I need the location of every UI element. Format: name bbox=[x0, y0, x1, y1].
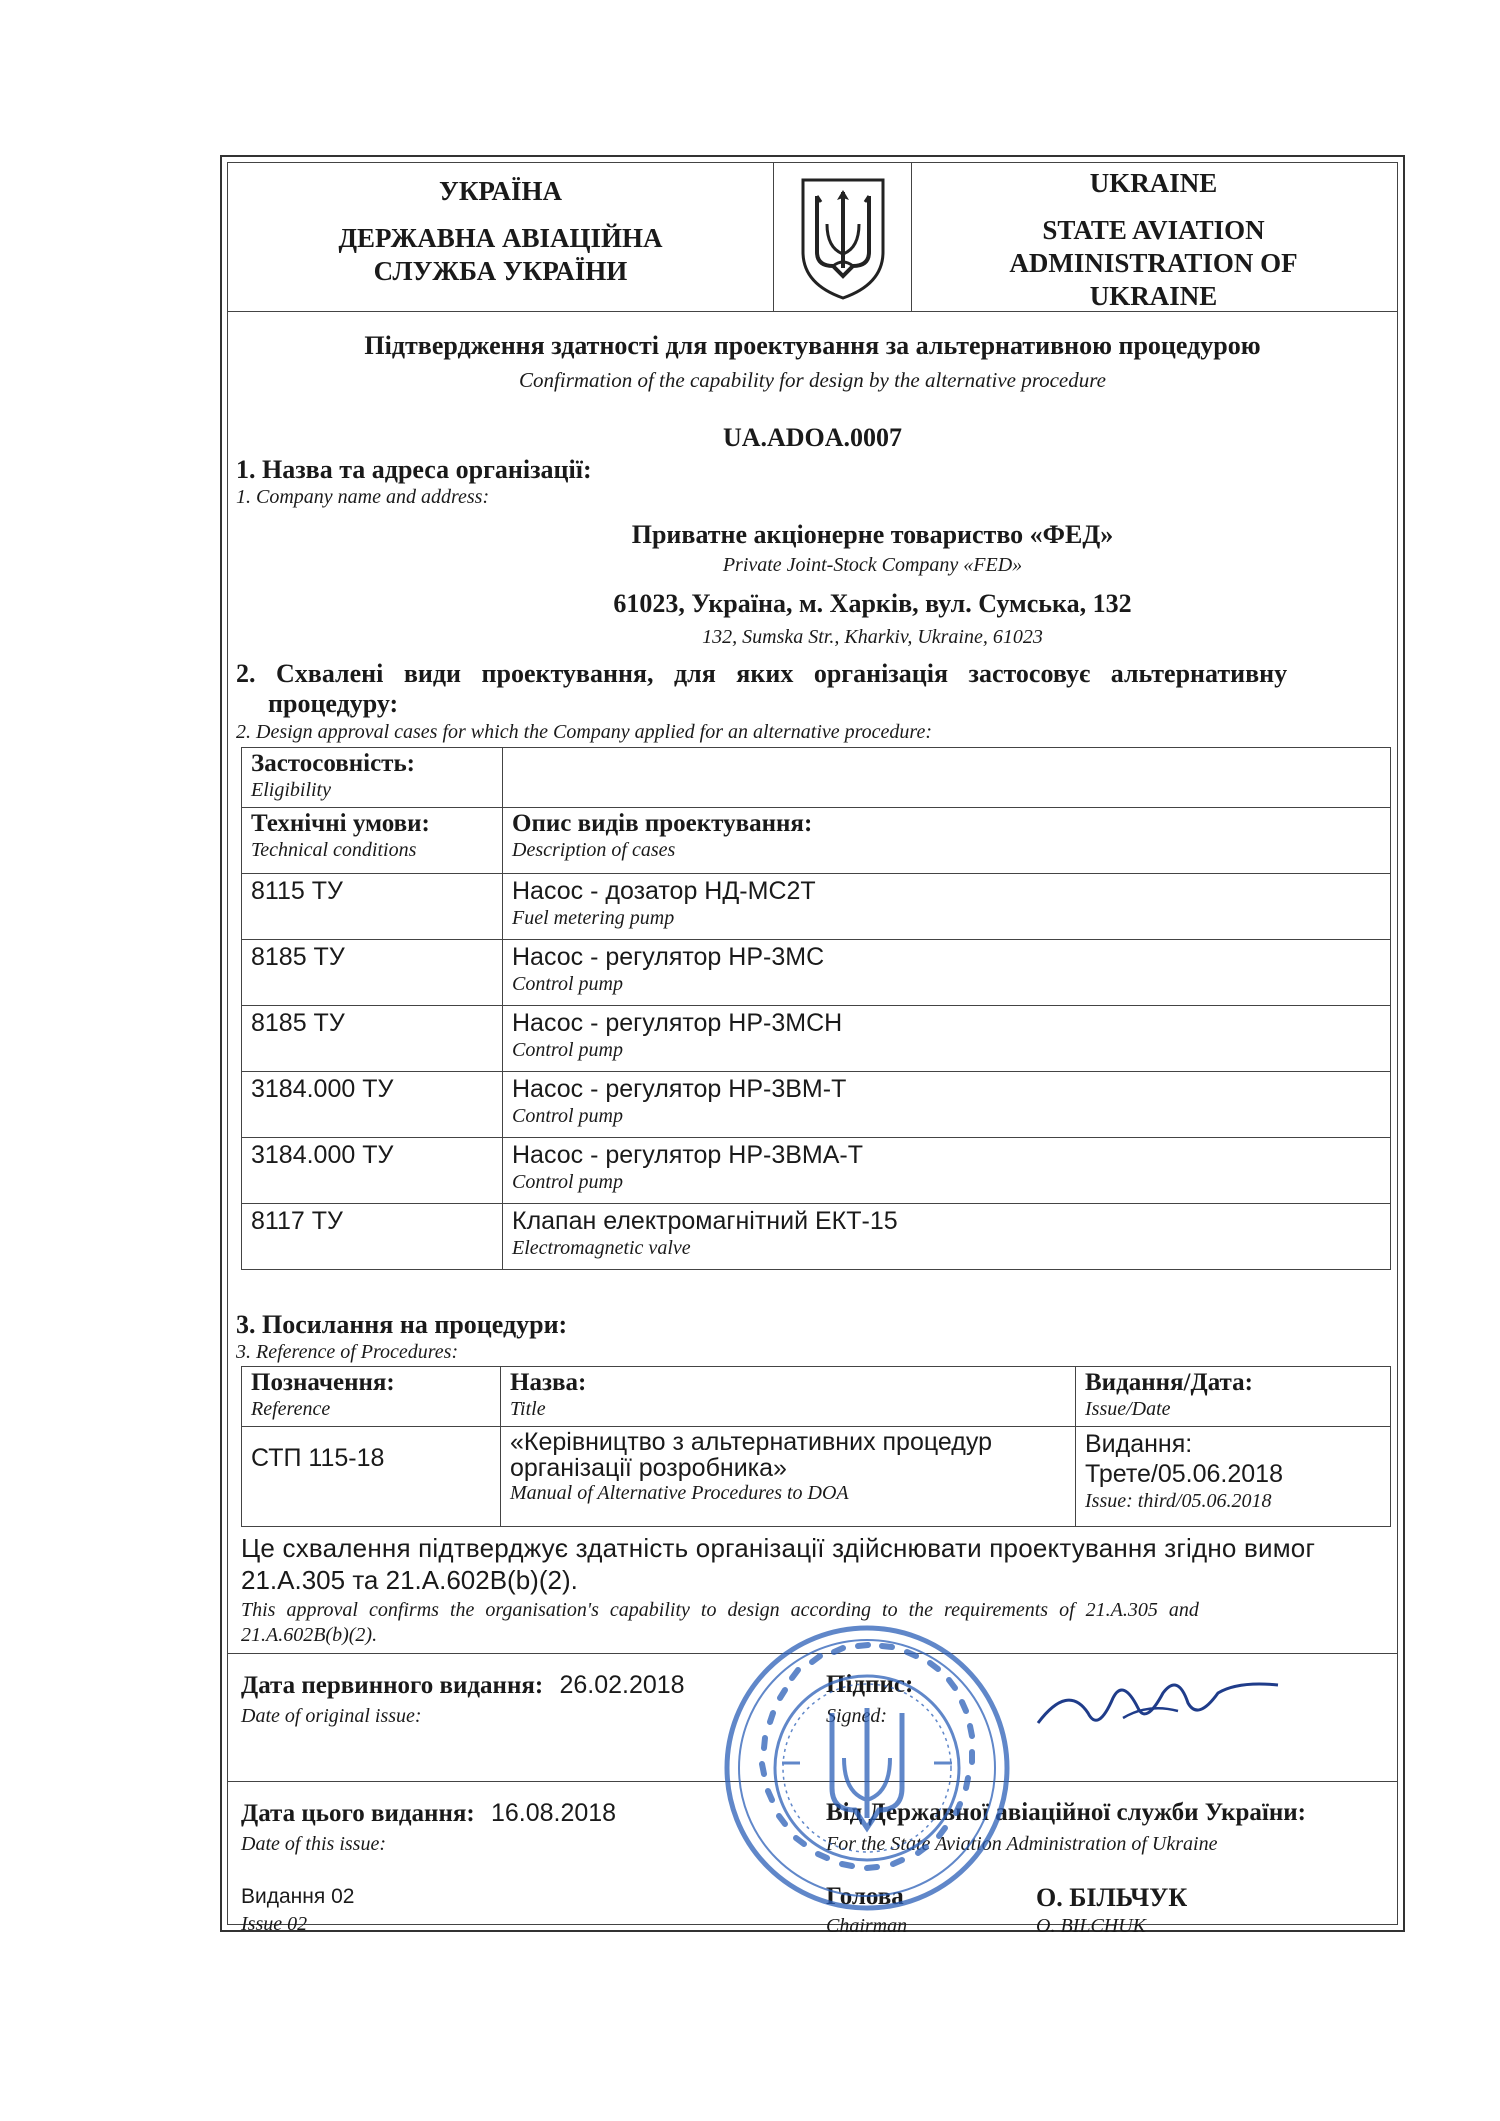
tech-conditions-cell: 8117 ТУ bbox=[242, 1204, 503, 1270]
case-description-ua: Насос - регулятор НР-3МС bbox=[512, 943, 825, 971]
procedure-title-ua-line2: організації розробника» bbox=[510, 1454, 787, 1482]
original-issue-label-ua: Дата первинного видання: bbox=[241, 1672, 544, 1699]
case-description-cell bbox=[503, 940, 1391, 1006]
table-row bbox=[242, 1138, 1391, 1204]
header-ukrainian bbox=[228, 163, 773, 311]
tech-conditions-header-en: Technical conditions bbox=[251, 839, 417, 861]
chairman-label-ua: Голова bbox=[826, 1883, 904, 1910]
eligibility-row bbox=[242, 748, 1391, 808]
procedures-header-row bbox=[242, 1367, 1391, 1427]
header-agency-ua-line2: СЛУЖБА УКРАЇНИ bbox=[373, 256, 628, 286]
issue-date-ua-line2: Трете/05.06.2018 bbox=[1085, 1460, 1283, 1488]
issue-date-en: Issue: third/05.06.2018 bbox=[1085, 1490, 1272, 1512]
reference-cell: СТП 115-18 bbox=[242, 1427, 501, 1527]
section3-heading-ua: 3. Посилання на процедури: bbox=[236, 1310, 568, 1339]
table-row bbox=[242, 1072, 1391, 1138]
tech-conditions-cell: 8185 ТУ bbox=[242, 1006, 503, 1072]
section2-heading-ua-line1: 2. Схвалені види проектування, для яких організація застосовує альтернативну bbox=[236, 659, 1288, 688]
cases-description-header bbox=[503, 808, 1391, 874]
section3-heading-en: 3. Reference of Procedures: bbox=[236, 1341, 459, 1363]
document-title-ua: Підтвердження здатності для проектування за альтернативною процедурою bbox=[364, 331, 1261, 360]
tech-conditions-cell: 3184.000 ТУ bbox=[242, 1138, 503, 1204]
emblem-box bbox=[773, 163, 912, 311]
certificate-number: UA.ADOA.0007 bbox=[722, 423, 903, 452]
eligibility-label-ua: Застосовність: bbox=[251, 750, 415, 777]
case-description-en: Control pump bbox=[512, 1171, 623, 1193]
case-description-ua: Насос - регулятор НР-3МСН bbox=[512, 1009, 843, 1037]
cases-description-header-ua: Опис видів проектування: bbox=[512, 810, 813, 837]
case-description-cell bbox=[503, 1138, 1391, 1204]
signed-label-ua: Підпис: bbox=[826, 1671, 914, 1698]
case-description-cell bbox=[503, 1072, 1391, 1138]
original-issue-label-en: Date of original issue: bbox=[241, 1705, 422, 1727]
issue-date-header-ua: Видання/Дата: bbox=[1085, 1369, 1253, 1396]
procedure-title-ua-line1: «Керівництво з альтернативних процедур bbox=[510, 1428, 992, 1456]
company-address-en: 132, Sumska Str., Kharkiv, Ukraine, 61023 bbox=[702, 626, 1043, 648]
case-description-en: Electromagnetic valve bbox=[512, 1237, 691, 1259]
table-row bbox=[242, 874, 1391, 940]
reference-header bbox=[242, 1367, 501, 1427]
case-description-cell bbox=[503, 1006, 1391, 1072]
design-cases-table bbox=[241, 747, 1391, 1270]
document-title-en: Confirmation of the capability for design by the alternative procedure bbox=[519, 368, 1106, 392]
table-row bbox=[242, 940, 1391, 1006]
header-agency-ua-line1: ДЕРЖАВНА АВІАЦІЙНА bbox=[338, 223, 663, 253]
section2-heading-en: 2. Design approval cases for which the Company applied for an alternative procedure: bbox=[236, 721, 933, 743]
header-agency-en-line3: UKRAINE bbox=[1089, 281, 1218, 311]
case-description-en: Control pump bbox=[512, 973, 623, 995]
reference-header-ua: Позначення: bbox=[251, 1369, 395, 1396]
this-issue-row bbox=[241, 1799, 616, 1828]
eligibility-label-en: Eligibility bbox=[251, 779, 331, 801]
table-row bbox=[242, 1006, 1391, 1072]
case-description-cell bbox=[503, 1204, 1391, 1270]
for-authority-ua: Від Державної авіаційної служби України: bbox=[826, 1799, 1306, 1826]
tech-conditions-cell: 8185 ТУ bbox=[242, 940, 503, 1006]
original-issue-row bbox=[241, 1671, 685, 1700]
title-header-en: Title bbox=[510, 1398, 546, 1420]
header-country-en: UKRAINE bbox=[1089, 168, 1218, 198]
this-issue-date: 16.08.2018 bbox=[490, 1799, 617, 1827]
signed-label-en: Signed: bbox=[826, 1705, 888, 1727]
header-agency-en-line1: STATE AVIATION bbox=[1042, 215, 1265, 245]
case-description-cell bbox=[503, 874, 1391, 940]
edition-en: Issue 02 bbox=[241, 1913, 308, 1935]
case-description-en: Control pump bbox=[512, 1039, 623, 1061]
tech-conditions-header bbox=[242, 808, 503, 874]
header-agency-en-line2: ADMINISTRATION OF bbox=[1009, 248, 1298, 278]
reference-header-en: Reference bbox=[251, 1398, 331, 1420]
case-description-ua: Насос - регулятор НР-3ВМА-Т bbox=[512, 1141, 864, 1169]
issue-date-cell bbox=[1076, 1427, 1391, 1527]
tech-conditions-header-ua: Технічні умови: bbox=[251, 810, 430, 837]
case-description-ua: Насос - дозатор НД-МС2Т bbox=[512, 877, 816, 905]
section1-heading-en: 1. Company name and address: bbox=[236, 486, 490, 508]
issue-date-header bbox=[1076, 1367, 1391, 1427]
header-english bbox=[910, 163, 1397, 311]
issue-date-header-en: Issue/Date bbox=[1085, 1398, 1171, 1420]
this-issue-label-ua: Дата цього видання: bbox=[241, 1800, 475, 1827]
signature-icon bbox=[1028, 1663, 1288, 1743]
header-country-ua: УКРАЇНА bbox=[439, 176, 562, 206]
table-row bbox=[242, 1427, 1391, 1527]
signatory-name-en: O. BILCHUK bbox=[1036, 1915, 1147, 1937]
table-row bbox=[242, 1204, 1391, 1270]
section1-heading-ua: 1. Назва та адреса організації: bbox=[236, 455, 592, 484]
cases-header-row bbox=[242, 808, 1391, 874]
title-header bbox=[501, 1367, 1076, 1427]
official-round-seal-icon bbox=[712, 1618, 1022, 1918]
procedures-table bbox=[241, 1366, 1391, 1527]
original-issue-date: 26.02.2018 bbox=[559, 1671, 685, 1699]
approval-statement-en-line2: 21.A.602B(b)(2). bbox=[241, 1624, 378, 1646]
trident-coat-of-arms-icon bbox=[793, 172, 893, 302]
company-name-en: Private Joint-Stock Company «FED» bbox=[722, 554, 1023, 576]
eligibility-label-cell bbox=[242, 748, 503, 808]
title-header-ua: Назва: bbox=[510, 1369, 587, 1396]
approval-statement-en-line1: This approval confirms the organisation's capability to design according to the requirements of 21.A.305 and bbox=[241, 1599, 1199, 1621]
procedure-title-en: Manual of Alternative Procedures to DOA bbox=[510, 1482, 849, 1504]
section2-heading-ua-line2: процедуру: bbox=[268, 689, 399, 718]
tech-conditions-cell: 3184.000 ТУ bbox=[242, 1072, 503, 1138]
cases-description-header-en: Description of cases bbox=[512, 839, 676, 861]
for-authority-en: For the State Aviation Administration of Ukraine bbox=[826, 1833, 1218, 1855]
company-address-ua: 61023, Україна, м. Харків, вул. Сумська, 132 bbox=[613, 589, 1132, 618]
issue-date-ua-line1: Видання: bbox=[1085, 1430, 1193, 1458]
case-description-ua: Клапан електромагнітний ЕКТ-15 bbox=[512, 1207, 898, 1235]
this-issue-label-en: Date of this issue: bbox=[241, 1833, 386, 1855]
company-name-ua: Приватне акціонерне товариство «ФЕД» bbox=[631, 520, 1114, 549]
case-description-en: Fuel metering pump bbox=[512, 907, 675, 929]
eligibility-value-cell bbox=[503, 748, 1391, 808]
edition-ua: Видання 02 bbox=[241, 1885, 355, 1908]
signatory-name-ua: О. БІЛЬЧУК bbox=[1036, 1883, 1188, 1912]
approval-statement-ua-line2: 21.А.305 та 21.А.602В(b)(2). bbox=[241, 1565, 578, 1595]
approval-statement-ua-line1: Це схвалення підтверджує здатність організації здійснювати проектування згідно вимог bbox=[241, 1533, 1316, 1563]
chairman-label-en: Chairman bbox=[826, 1915, 908, 1937]
tech-conditions-cell: 8115 ТУ bbox=[242, 874, 503, 940]
procedure-title-cell bbox=[501, 1427, 1076, 1527]
case-description-ua: Насос - регулятор НР-3ВМ-Т bbox=[512, 1075, 847, 1103]
case-description-en: Control pump bbox=[512, 1105, 623, 1127]
certificate-header bbox=[228, 163, 1397, 312]
